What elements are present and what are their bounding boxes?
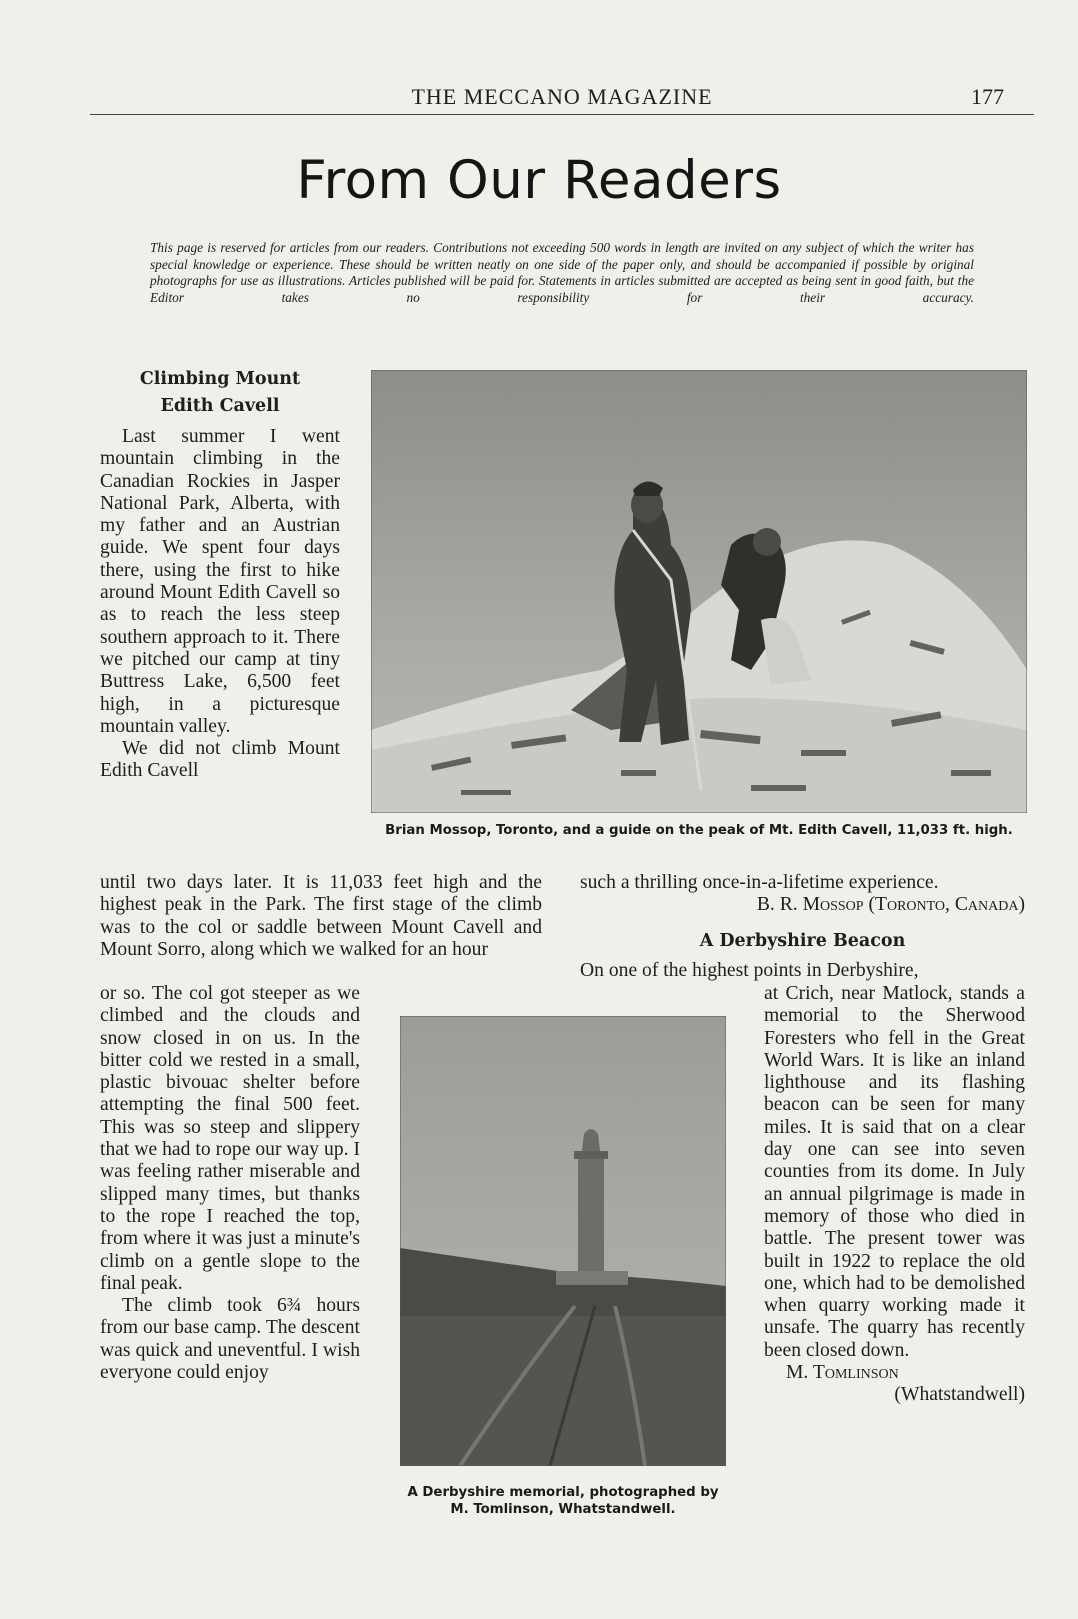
article1-column-wide — [100, 872, 542, 961]
page-title: From Our Readers — [296, 150, 782, 211]
article2-author — [764, 1362, 1025, 1384]
article2-column — [764, 983, 1025, 1407]
mountain-peak-photo — [371, 370, 1027, 813]
page-number: 177 — [971, 84, 1004, 109]
article2-lead — [580, 960, 1025, 982]
article2-author-name: M. Tomlinson — [786, 1362, 899, 1384]
memorial-photo-caption — [392, 1484, 734, 1518]
article1-heading-line2: Edith Cavell — [160, 396, 280, 416]
article2-body: at Crich, near Matlock, stands a memorial to the Sherwood Foresters who fell in the Great World Wars. It is like an inland lighthouse and its flashing beacon can be seen for many miles. It is said that on a clear day one can see into seven counties from its dome. In July an annual pilgrimage is made in memory of those who died in battle. The present tower was built in 1922 to replace the old one, which had to be demolished when quarry working made it unsafe. The quarry has recently been closed down. — [764, 983, 1025, 1361]
article2-heading: A Derbyshire Beacon — [699, 931, 906, 951]
article1-author — [580, 894, 1025, 916]
mountain-photo-caption: Brian Mossop, Toronto, and a guide on the peak of Mt. Edith Cavell, 11,033 ft. high. — [385, 823, 1013, 838]
memorial-caption-line1: A Derbyshire memorial, photographed by — [407, 1485, 719, 1500]
article1-author-name: B. R. Mossop (Toronto, Canada) — [756, 894, 1025, 916]
magazine-name: THE MECCANO MAGAZINE — [411, 84, 713, 109]
article1-heading-line1: Climbing Mount — [139, 369, 301, 389]
article1-paragraph-1: Last summer I went mountain climbing in the Canadian Rockies in Jasper National Park, Alberta, with my father and an Austrian guide. We spent four days there, using the first to hike around Mount Edith Cavell so as to reach the less steep southern approach to it. There we pitched our camp at tiny Buttress Lake, 6,500 feet high, in a picturesque mountain valley. — [100, 426, 340, 737]
article1-paragraph-2-start: We did not climb Mount Edith Cavell — [100, 738, 340, 782]
article1-paragraph-2-wide: until two days later. It is 11,033 feet high and the highest peak in the Park. The first stage of the climb was to the col or saddle between Mount Cavell and Mount Sorro, along which we walked for an hour — [100, 872, 542, 960]
intro-note: This page is reserved for articles from our readers. Contributions not exceeding 500 words in length are invited on any subject of which the writer has special knowledge or experience. These should be written neatly on one side of the paper only, and should be accompanied if possible by original photographs for use as illustrations. Articles published will be paid for. Statements in articles submitted are accepted as being sent in good faith, but the Editor takes no responsibility for their accuracy. — [150, 240, 974, 305]
article2-author-place: (Whatstandwell) — [894, 1384, 1025, 1406]
running-header — [90, 82, 1034, 115]
article1-paragraph-3-end: such a thrilling once-in-a-lifetime experience. — [580, 872, 939, 893]
article1-paragraph-2-narrow: or so. The col got steeper as we climbed and the clouds and snow closed in on us. In the bitter cold we rested in a small, plastic bivouac shelter before attempting the final 500 feet. This was so steep and slippery that we had to rope our way up. I was feeling rather miserable and slipped many times, but thanks to the rope I reached the top, from where it was just a minute's climb on a gentle slope to the final peak. — [100, 983, 360, 1294]
article1-paragraph-3: The climb took 6¾ hours from our base camp. The descent was quick and uneventful. I wish everyone could enjoy — [100, 1295, 360, 1384]
article2-lead-line: On one of the highest points in Derbyshire, — [580, 960, 919, 981]
article1-column-narrow — [100, 426, 340, 783]
article1-ending — [580, 872, 1025, 917]
article1-column-lower — [100, 983, 360, 1384]
memorial-tower-photo — [400, 1016, 726, 1466]
article1-heading — [100, 366, 340, 420]
memorial-caption-line2: M. Tomlinson, Whatstandwell. — [450, 1502, 676, 1517]
